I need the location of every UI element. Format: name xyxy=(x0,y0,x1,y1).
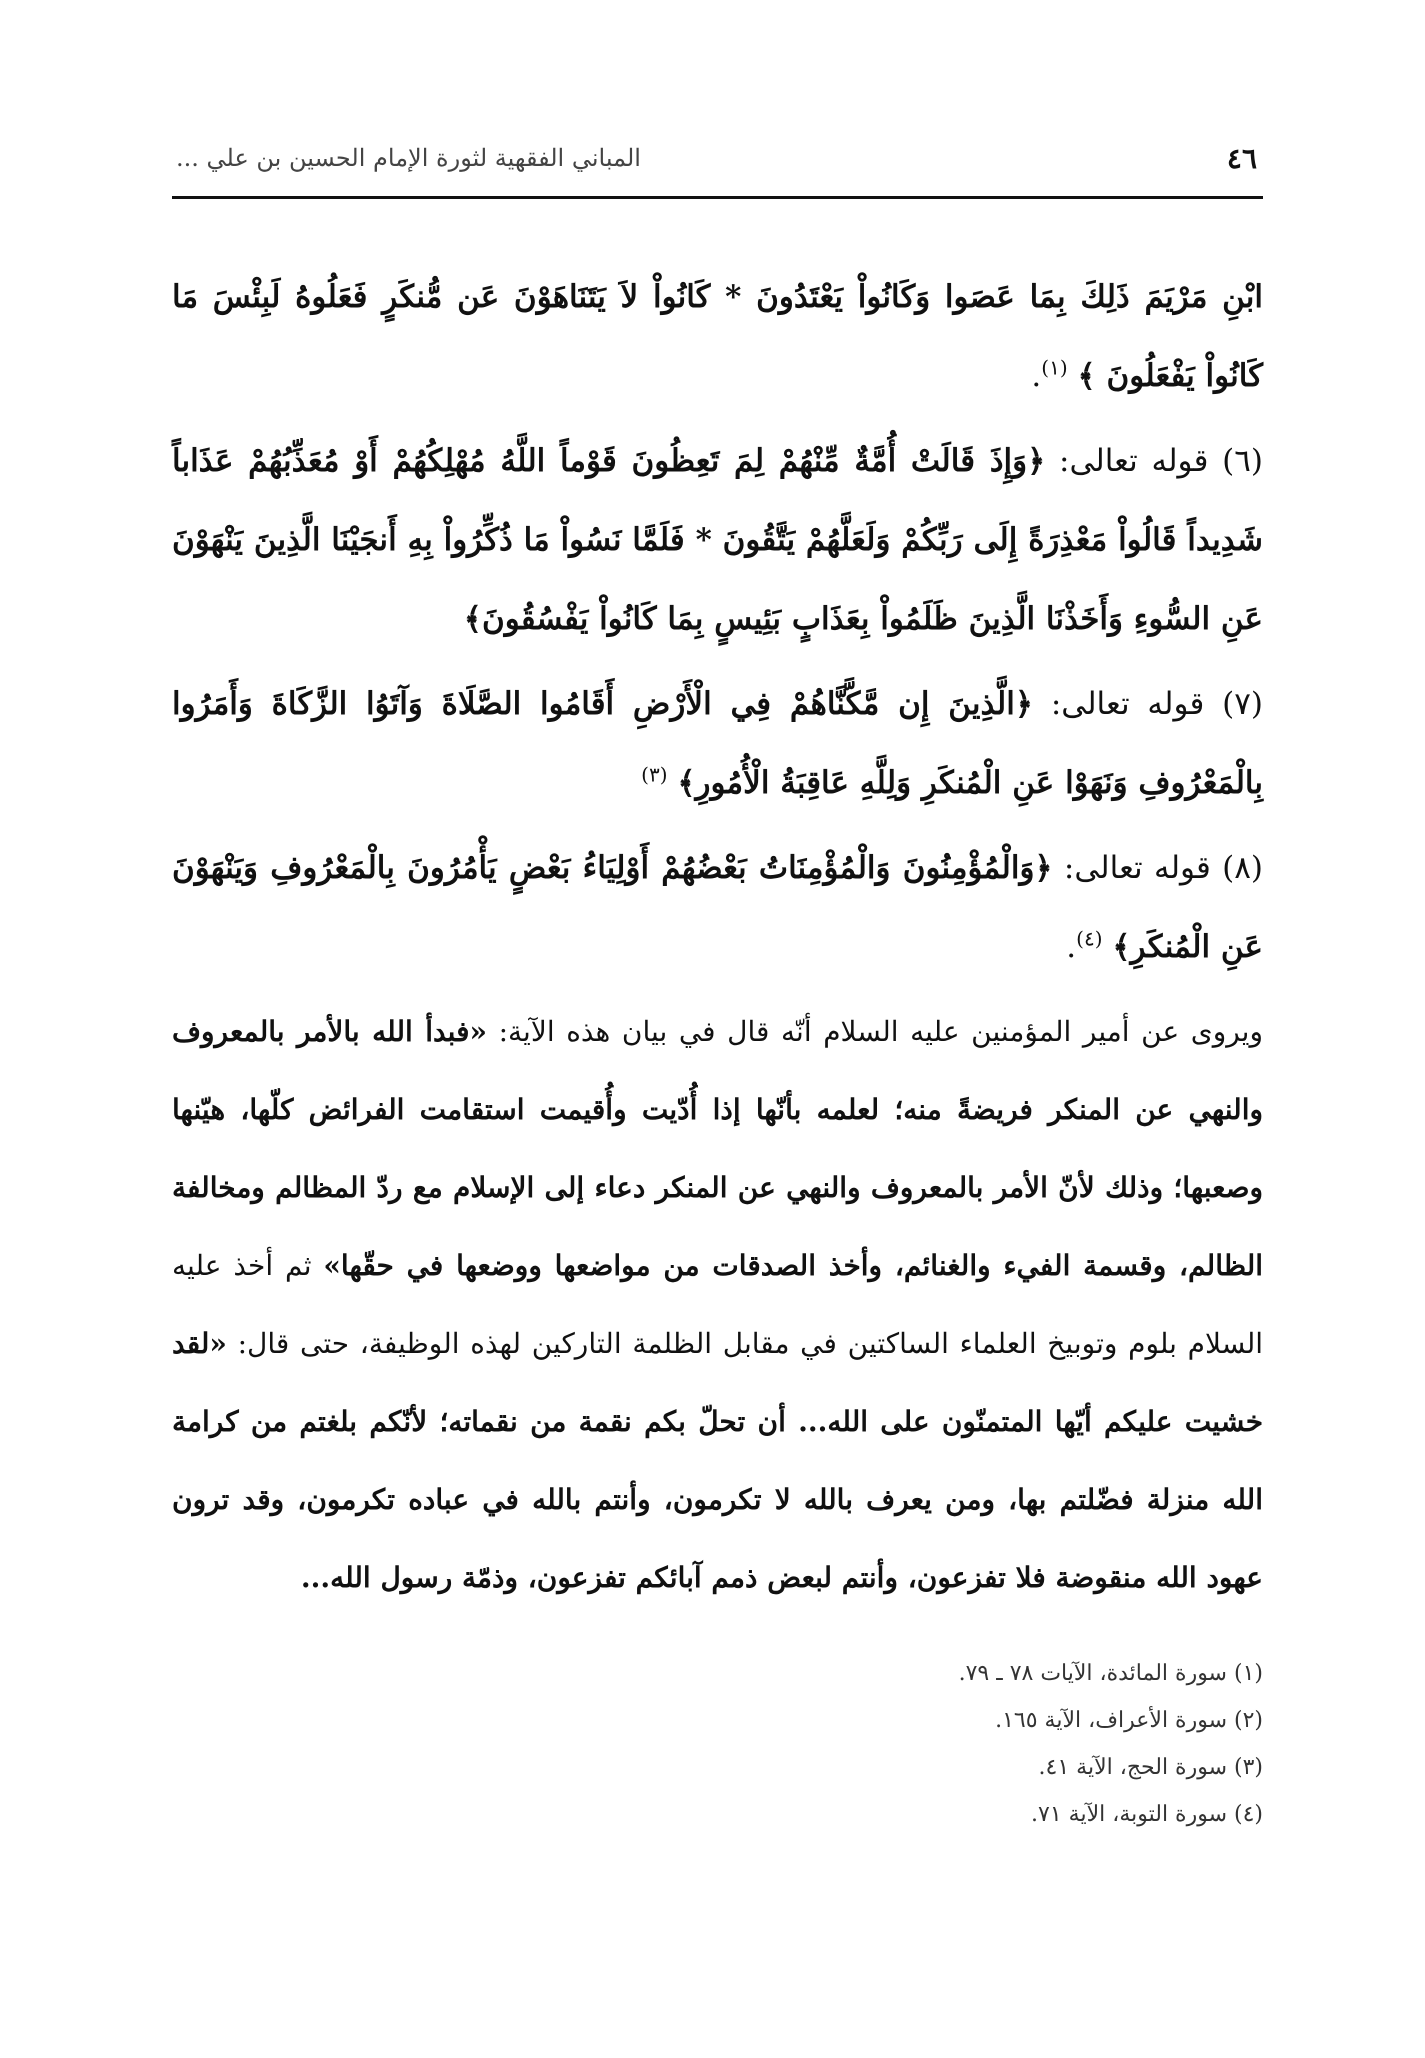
verse-paragraph-4 xyxy=(172,829,1263,987)
header-rule xyxy=(172,196,1263,199)
verse-paragraph-3 xyxy=(172,665,1263,823)
verse-paragraph-1 xyxy=(172,258,1263,416)
footnote-ref: (٣) xyxy=(641,762,668,787)
verse-paragraph-2 xyxy=(172,422,1263,659)
narration-quote-1: «فبدأ الله بالأمر بالمعروف والنهي عن المنكر فريضةً منه؛ لعلمه بأنّها إذا أُدّيت وأُقيمت استقامت الفرائض كلّها، هيّنها وصعبها؛ وذلك لأنّ الأمر بالمعروف والنهي عن المنكر دعاء إلى الإسلام مع ردّ المظالم ومخالفة الظالم، وقسمة الفيء والغنائم، وأخذ الصدقات من مواضعها ووضعها في حقّها» xyxy=(172,1015,1263,1282)
paragraph-prefix: (٦) قوله تعالى: xyxy=(1045,443,1263,479)
narration-quote-2: «لقد خشيت عليكم أيّها المتمنّون على الله... أن تحلّ بكم نقمة من نقماته؛ لأنّكم بلغتم من كرامة الله منزلة فضّلتم بها، ومن يعرف بالله لا تكرمون، وأنتم بالله في عباده تكرمون، وقد ترون عهود الله منقوضة فلا تفزعون، وأنتم لبعض ذمم آبائكم تفزعون، وذمّة رسول الله... xyxy=(172,1327,1263,1594)
footnote-ref: (٤) xyxy=(1076,926,1103,951)
paragraph-suffix: . xyxy=(1066,929,1077,965)
main-text xyxy=(172,258,1263,1623)
quran-verse: ﴿وَالْمُؤْمِنُونَ وَالْمُؤْمِنَاتُ بَعْضُهُمْ أَوْلِيَاءُ بَعْضٍ يَأْمُرُونَ بِالْمَعْرُوفِ وَيَنْهَوْنَ عَنِ الْمُنكَرِ﴾ xyxy=(172,850,1263,965)
quran-verse: ﴿الَّذِينَ إِن مَّكَّنَّاهُمْ فِي الْأَرْضِ أَقَامُوا الصَّلَاةَ وَآتَوُا الزَّكَاةَ وَأَمَرُوا بِالْمَعْرُوفِ وَنَهَوْا عَنِ الْمُنكَرِ وَلِلَّهِ عَاقِبَةُ الْأُمُورِ﴾ xyxy=(172,686,1263,801)
running-title: المباني الفقهية لثورة الإمام الحسين بن علي ... xyxy=(176,144,641,172)
footnotes xyxy=(663,1650,1263,1838)
paragraph-prefix: (٨) قوله تعالى: xyxy=(1052,850,1264,886)
narration-intro: ويروى عن أمير المؤمنين عليه السلام أنّه قال في بيان هذه الآية: xyxy=(487,1015,1263,1048)
page-number: ٤٦ xyxy=(1226,142,1257,175)
paragraph-suffix: . xyxy=(1031,358,1042,394)
footnote-4: (٤) سورة التوبة، الآية ٧١. xyxy=(1031,1802,1263,1827)
quran-verse: ﴿وَإِذَ قَالَتْ أُمَّةٌ مِّنْهُمْ لِمَ تَعِظُونَ قَوْماً اللَّهُ مُهْلِكُهُمْ أَوْ مُعَذِّبُهُمْ عَذَاباً شَدِيداً قَالُواْ مَعْذِرَةً إِلَى رَبِّكُمْ وَلَعَلَّهُمْ يَتَّقُونَ * فَلَمَّا نَسُواْ مَا ذُكِّرُواْ بِهِ أَنجَيْنَا الَّذِينَ يَنْهَوْنَ عَنِ السُّوءِ وَأَخَذْنَا الَّذِينَ ظَلَمُواْ بِعَذَابٍ بَئِيسٍ بِمَا كَانُواْ يَفْسُقُونَ﴾ xyxy=(172,443,1263,637)
footnote-1: (١) سورة المائدة، الآيات ٧٨ ـ ٧٩. xyxy=(958,1661,1263,1686)
footnote-3: (٣) سورة الحج، الآية ٤١. xyxy=(1038,1755,1263,1780)
footnote-ref: (١) xyxy=(1041,355,1068,380)
quran-verse: ابْنِ مَرْيَمَ ذَلِكَ بِمَا عَصَوا وَكَانُواْ يَعْتَدُونَ * كَانُواْ لاَ يَتَنَاهَوْنَ عَن مُّنكَرٍ فَعَلُوهُ لَبِئْسَ مَا كَانُواْ يَفْعَلُونَ ﴾ xyxy=(172,279,1263,394)
footnote-2: (٢) سورة الأعراف، الآية ١٦٥. xyxy=(995,1708,1263,1733)
narration-paragraph xyxy=(172,993,1263,1617)
narration-middle: ثم أخذ عليه السلام بلوم وتوبيخ العلماء الساكتين في مقابل الظلمة التاركين لهذه الوظيفة، حتى قال: xyxy=(172,1249,1263,1360)
page-header xyxy=(172,138,1263,190)
paragraph-prefix: (٧) قوله تعالى: xyxy=(1033,686,1263,722)
